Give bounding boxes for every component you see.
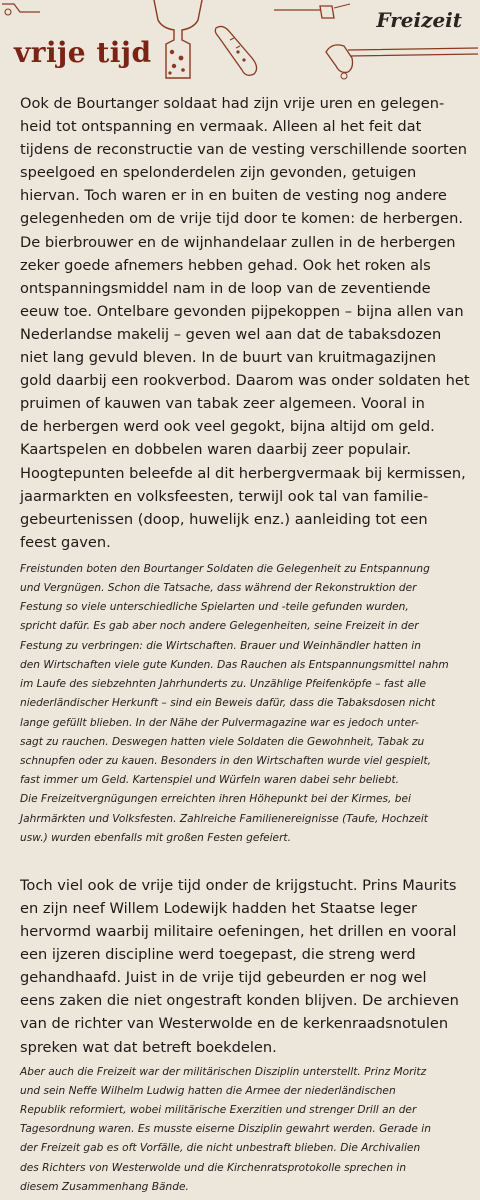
main-content [20,92,470,1197]
drinking-cup-icon [148,0,206,80]
text-line: diesem Zusammenhang Bände. [20,1180,189,1193]
text-line: lange gefüllt blieben. In der Nähe der Pulvermagazine war es jedoch unter- [20,716,419,729]
page-title: vrije tijd [14,36,152,69]
text-line: sagt zu rauchen. Deswegen hatten viele Soldaten die Gewohnheit, Tabak zu [20,735,425,748]
long-clay-pipe-icon [322,28,480,82]
text-line: gehandhaafd. Juist in de vrije tijd gebeurden er nog wel [20,969,427,987]
text-line: feest gaven. [20,533,111,551]
paragraph-german-1 [20,560,462,848]
text-line: Jahrmärkten und Volksfesten. Zahlreiche Familienereignisse (Taufe, Hochzeit [20,812,428,825]
section-label: Freizeit [376,8,462,32]
text-line: Ook de Bourtanger soldaat had zijn vrije uren en gelegen- [20,95,445,112]
text-line: usw.) wurden ebenfalls mit großen Festen gefeiert. [20,831,291,844]
text-line: ontspanningsmiddel nam in de loop van de zeventiende [20,279,431,297]
text-line: spreken wat dat betreft boekdelen. [20,1038,277,1056]
text-line: Tagesordnung waren. Es musste eiserne Disziplin gewahrt werden. Gerade in [20,1123,431,1136]
text-line: den Wirtschaften viele gute Kunden. Das Rauchen als Entspannungsmittel nahm [20,658,449,671]
paragraph-dutch-2 [20,874,462,1059]
text-line: Nederlandse makelij – geven wel aan dat de tabaksdozen [20,325,442,343]
text-line: schnupfen oder zu kauen. Besonders in den Wirtschaften wurde viel gespielt, [20,754,432,767]
text-line: und sein Neffe Wilhelm Ludwig hatten die Armee der niederländischen [20,1084,396,1097]
text-line: jaarmarkten en volksfeesten, terwijl ook tal van familie- [20,487,429,505]
text-line: fast immer um Geld. Kartenspiel und Würfeln waren dabei sehr beliebt. [20,774,400,787]
text-line: een ijzeren discipline werd toegepast, die streng werd [20,946,416,964]
text-line: Kaartspelen en dobbelen waren daarbij zeer populair. [20,441,412,459]
text-line: Hoogtepunten beleefde al dit herbergvermaak bij kermissen, [20,464,466,482]
text-line: spricht dafür. Es gab aber noch andere Gelegenheiten, seine Freizeit in der [20,620,419,633]
text-line: Aber auch die Freizeit war der militärischen Disziplin unterstellt. Prinz Moritz [20,1065,427,1078]
text-line: niet lang gevuld bleven. In de buurt van kruitmagazijnen [20,349,437,367]
header-banner [0,0,480,80]
text-line: Freistunden boten den Bourtanger Soldaten die Gelegenheit zu Entspannung [20,562,430,575]
text-line: pruimen of kauwen van tabak zeer algemeen. Vooral in [20,395,425,413]
text-line: und Vergnügen. Schon die Tatsache, dass während der Rekonstruktion der [20,582,417,595]
text-line: van de richter van Westerwolde en de kerkenraadsnotulen [20,1015,449,1033]
pipe-bowl-icon [272,0,352,24]
text-line: der Freizeit gab es oft Vorfälle, die nicht unbestraft blieben. Die Archivalien [20,1142,421,1155]
text-line: hiervan. Toch waren er in en buiten de vesting nog andere [20,187,447,205]
text-line: im Laufe des siebzehnten Jahrhunderts zu. Unzählige Pfeifenköpfe – fast alle [20,678,426,691]
text-line: Toch viel ook de vrije tijd onder de krijgstucht. Prins Maurits [20,876,457,894]
text-line: Festung so viele unterschiedliche Spielarten und -teile gefunden wurden, [20,601,409,614]
text-line: gold daarbij een rookverbod. Daarom was onder soldaten het [20,372,470,390]
text-line: niederländischer Herkunft – sind ein Beweis dafür, dass die Tabaksdosen nicht [20,697,436,710]
text-line: en zijn neef Willem Lodewijk hadden het Staatse leger [20,900,418,918]
clay-pipe-icon [208,18,278,78]
tool-sketch-icon [0,0,44,22]
text-line: gelegenheden om de vrije tijd door te komen: de herbergen. [20,210,464,228]
text-line: hervormd waarbij militaire oefeningen, het drillen en vooral [20,923,457,941]
text-line: eeuw toe. Ontelbare gevonden pijpekoppen – bijna allen van [20,302,464,320]
text-line: heid tot ontspanning en vermaak. Alleen al het feit dat [20,118,422,136]
text-line: de herbergen werd ook veel gegokt, bijna altijd om geld. [20,418,435,436]
text-line: tijdens de reconstructie van de vesting verschillende soorten [20,141,467,159]
text-line: eens zaken die niet ongestraft konden blijven. De archieven [20,992,459,1010]
paragraph-german-2 [20,1063,462,1197]
text-line: Die Freizeitvergnügungen erreichten ihren Höhepunkt bei der Kirmes, bei [20,793,411,806]
paragraph-dutch-1 [20,92,470,554]
text-line: gebeurtenissen (doop, huwelijk enz.) aanleiding tot een [20,510,428,528]
text-line: speelgoed en spelonderdelen zijn gevonden, getuigen [20,164,417,182]
text-line: zeker goede afnemers hebben gehad. Ook het roken als [20,256,431,274]
text-line: Republik reformiert, wobei militärische Exerzitien und strenger Drill an der [20,1104,417,1117]
text-line: Festung zu verbringen: die Wirtschaften. Brauer und Weinhändler hatten in [20,639,421,652]
text-line: des Richters von Westerwolde und die Kirchenratsprotokolle sprechen in [20,1161,407,1174]
text-line: De bierbrouwer en de wijnhandelaar zullen in de herbergen [20,233,456,251]
